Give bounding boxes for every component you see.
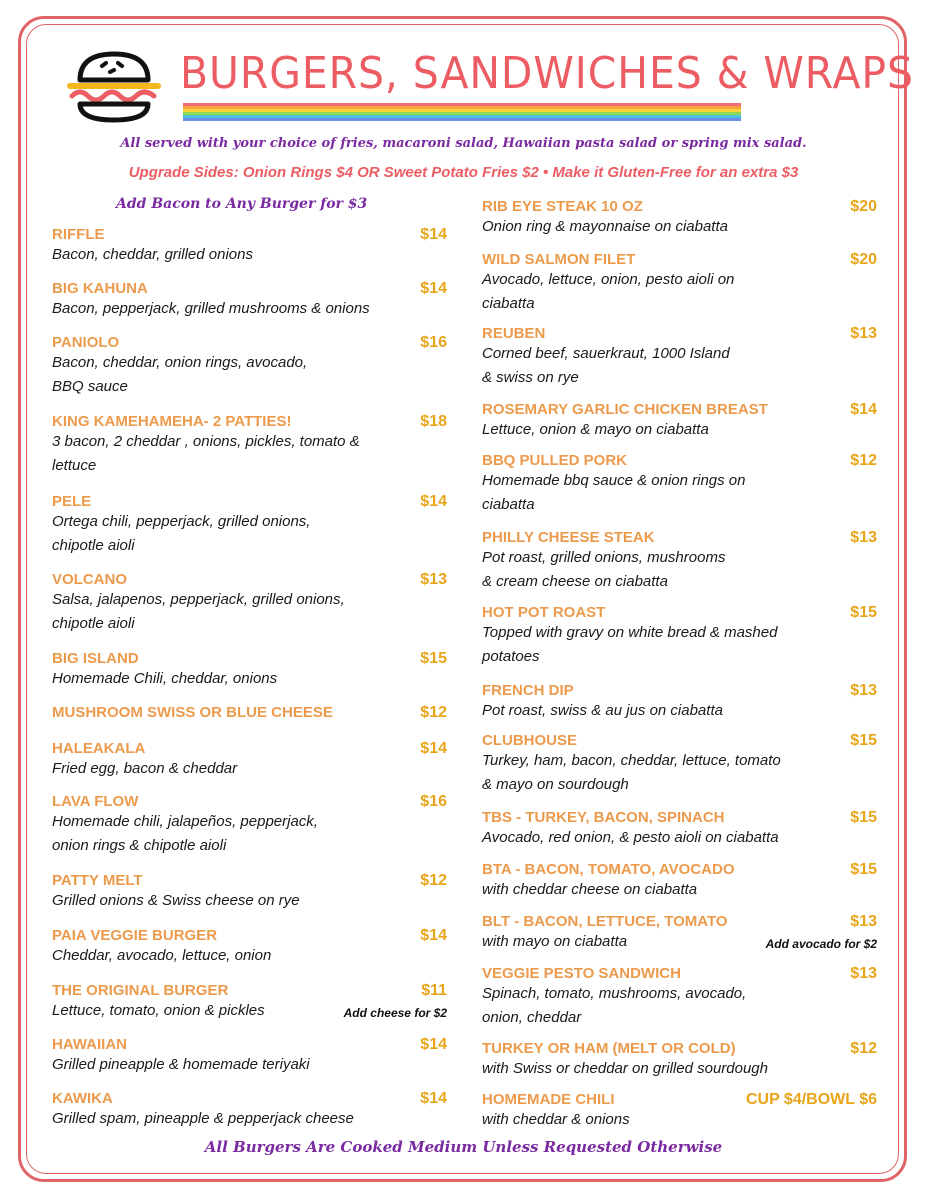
- item-price: $14: [420, 226, 447, 243]
- item-description: Salsa, jalapenos, pepperjack, grilled onions,: [52, 591, 345, 608]
- item-description: onion rings & chipotle aioli: [52, 837, 227, 854]
- item-name: BIG ISLAND: [52, 650, 139, 667]
- item-price: $12: [850, 1040, 877, 1057]
- item-name: VOLCANO: [52, 571, 127, 588]
- item-description: onion, cheddar: [482, 1009, 582, 1026]
- item-price: $14: [420, 493, 447, 510]
- item-description: Onion ring & mayonnaise on ciabatta: [482, 218, 728, 235]
- item-price: $15: [850, 732, 877, 749]
- item-price: $14: [420, 1036, 447, 1053]
- item-price: $14: [420, 927, 447, 944]
- item-price: $12: [420, 704, 447, 721]
- add-bacon-note: Add Bacon to Any Burger for $3: [116, 196, 368, 212]
- item-description: Turkey, ham, bacon, cheddar, lettuce, tomato: [482, 752, 781, 769]
- item-description: Homemade bbq sauce & onion rings on: [482, 472, 746, 489]
- item-description: Corned beef, sauerkraut, 1000 Island: [482, 345, 730, 362]
- item-description: Grilled pineapple & homemade teriyaki: [52, 1056, 310, 1073]
- item-price: $12: [850, 452, 877, 469]
- item-description: with cheddar cheese on ciabatta: [482, 881, 698, 898]
- item-name: PAIA VEGGIE BURGER: [52, 927, 218, 944]
- item-price: CUP $4/BOWL $6: [745, 1091, 877, 1108]
- item-addon-note: Add avocado for $2: [765, 937, 877, 951]
- item-description: with cheddar & onions: [482, 1111, 630, 1128]
- item-description: potatoes: [482, 648, 540, 665]
- item-name: RIFFLE: [52, 226, 105, 243]
- item-description: Ortega chili, pepperjack, grilled onions,: [52, 513, 311, 530]
- item-description: Pot roast, grilled onions, mushrooms: [482, 549, 726, 566]
- item-description: & mayo on sourdough: [482, 776, 629, 793]
- item-name: TURKEY OR HAM (MELT OR COLD): [482, 1040, 736, 1057]
- menu-item: [52, 793, 447, 858]
- item-name: KING KAMEHAMEHA- 2 PATTIES!: [52, 413, 292, 430]
- item-price: $16: [420, 793, 447, 810]
- item-description: Fried egg, bacon & cheddar: [52, 760, 238, 777]
- item-name: LAVA FLOW: [52, 793, 139, 810]
- menu-item: [482, 251, 877, 316]
- menu-item: [482, 809, 877, 850]
- item-name: PELE: [52, 493, 92, 510]
- item-price: $14: [420, 280, 447, 297]
- item-name: ROSEMARY GARLIC CHICKEN BREAST: [482, 401, 768, 418]
- item-name: HAWAIIAN: [52, 1036, 127, 1053]
- item-name: WILD SALMON FILET: [482, 251, 636, 268]
- item-description: Topped with gravy on white bread & mashed: [482, 624, 778, 641]
- item-name: HOT POT ROAST: [482, 604, 606, 621]
- item-price: $13: [850, 965, 877, 982]
- item-price: $15: [850, 604, 877, 621]
- item-price: $15: [420, 650, 447, 667]
- menu-item: [482, 198, 877, 239]
- item-price: $15: [850, 809, 877, 826]
- item-description: Lettuce, onion & mayo on ciabatta: [482, 421, 709, 438]
- item-name: BBQ PULLED PORK: [482, 452, 628, 469]
- menu-item: [52, 493, 447, 558]
- menu-item: [52, 872, 447, 913]
- item-description: lettuce: [52, 457, 97, 474]
- item-description: Bacon, pepperjack, grilled mushrooms & onions: [52, 300, 370, 317]
- item-description: Avocado, lettuce, onion, pesto aioli on: [482, 271, 735, 288]
- item-price: $18: [420, 413, 447, 430]
- item-description: Cheddar, avocado, lettuce, onion: [52, 947, 272, 964]
- item-description: Homemade chili, jalapeños, pepperjack,: [52, 813, 318, 830]
- menu-item: [482, 604, 877, 669]
- item-price: $13: [420, 571, 447, 588]
- item-description: Grilled spam, pineapple & pepperjack cheese: [52, 1110, 354, 1127]
- menu-item: [52, 1090, 447, 1131]
- menu-item: [482, 1040, 877, 1081]
- item-description: ciabatta: [482, 295, 535, 312]
- item-name: REUBEN: [482, 325, 546, 342]
- menu-item: [482, 965, 877, 1030]
- item-name: KAWIKA: [52, 1090, 113, 1107]
- item-name: HALEAKALA: [52, 740, 146, 757]
- menu-item: [482, 401, 877, 442]
- menu-item: [482, 861, 877, 902]
- item-description: BBQ sauce: [52, 378, 128, 395]
- menu-item: [52, 650, 447, 691]
- item-name: MUSHROOM SWISS OR BLUE CHEESE: [52, 704, 333, 721]
- menu-item: [482, 732, 877, 797]
- item-description: Pot roast, swiss & au jus on ciabatta: [482, 702, 723, 719]
- item-name: HOMEMADE CHILI: [482, 1091, 615, 1108]
- item-description: with Swiss or cheddar on grilled sourdough: [482, 1060, 768, 1077]
- rainbow-underline: [183, 103, 741, 121]
- item-price: $20: [850, 198, 877, 215]
- item-name: PATTY MELT: [52, 872, 143, 889]
- item-description: & swiss on rye: [482, 369, 579, 386]
- item-price: $15: [850, 861, 877, 878]
- menu-item: [52, 571, 447, 636]
- item-description: chipotle aioli: [52, 615, 135, 632]
- item-name: FRENCH DIP: [482, 682, 574, 699]
- item-price: $14: [420, 1090, 447, 1107]
- upgrade-sides-note: Upgrade Sides: Onion Rings $4 OR Sweet Potato Fries $2 • Make it Gluten-Free for an extra $3: [128, 164, 799, 181]
- item-name: TBS - TURKEY, BACON, SPINACH: [482, 809, 725, 826]
- menu-item: [52, 740, 447, 781]
- item-name: CLUBHOUSE: [482, 732, 578, 749]
- item-name: PHILLY CHEESE STEAK: [482, 529, 655, 546]
- menu-item: [482, 1091, 877, 1132]
- menu-item: [52, 982, 447, 1023]
- menu-item: [482, 325, 877, 390]
- item-description: Bacon, cheddar, grilled onions: [52, 246, 253, 263]
- burger-icon: [66, 46, 162, 128]
- item-price: $11: [421, 982, 447, 999]
- item-description: Avocado, red onion, & pesto aioli on ciabatta: [482, 829, 779, 846]
- menu-item: [482, 529, 877, 594]
- menu-item: [52, 334, 447, 399]
- item-price: $13: [850, 682, 877, 699]
- menu-item: [52, 927, 447, 968]
- item-price: $13: [850, 913, 877, 930]
- menu-item: [482, 452, 877, 517]
- menu-item: [482, 682, 877, 723]
- item-name: BTA - BACON, TOMATO, AVOCADO: [482, 861, 735, 878]
- item-price: $16: [420, 334, 447, 351]
- item-description: & cream cheese on ciabatta: [482, 573, 668, 590]
- menu-item: [52, 1036, 447, 1077]
- item-name: VEGGIE PESTO SANDWICH: [482, 965, 681, 982]
- item-description: chipotle aioli: [52, 537, 135, 554]
- item-description: Bacon, cheddar, onion rings, avocado,: [52, 354, 308, 371]
- item-description: Grilled onions & Swiss cheese on rye: [52, 892, 300, 909]
- item-price: $13: [850, 529, 877, 546]
- menu-item: [52, 413, 447, 478]
- served-with-note: All served with your choice of fries, macaroni salad, Hawaiian pasta salad or spring mix salad.: [120, 136, 807, 151]
- item-price: $20: [850, 251, 877, 268]
- item-price: $14: [420, 740, 447, 757]
- menu-item: [52, 226, 447, 267]
- item-description: ciabatta: [482, 496, 535, 513]
- item-name: PANIOLO: [52, 334, 120, 351]
- item-description: Spinach, tomato, mushrooms, avocado,: [482, 985, 747, 1002]
- item-description: Lettuce, tomato, onion & pickles: [52, 1002, 265, 1019]
- item-description: Homemade Chili, cheddar, onions: [52, 670, 278, 687]
- menu-item: [482, 913, 877, 954]
- item-name: THE ORIGINAL BURGER: [52, 982, 229, 999]
- item-price: $13: [850, 325, 877, 342]
- item-price: $14: [850, 401, 877, 418]
- item-addon-note: Add cheese for $2: [343, 1006, 447, 1020]
- item-name: BLT - BACON, LETTUCE, TOMATO: [482, 913, 728, 930]
- page-title: BURGERS, SANDWICHES & WRAPS: [180, 48, 914, 99]
- item-description: with mayo on ciabatta: [482, 933, 628, 950]
- footer-note: All Burgers Are Cooked Medium Unless Requested Otherwise: [204, 1138, 723, 1156]
- item-description: 3 bacon, 2 cheddar , onions, pickles, tomato &: [52, 433, 360, 450]
- item-name: RIB EYE STEAK 10 OZ: [482, 198, 643, 215]
- menu-item: [52, 704, 447, 721]
- menu-item: [52, 280, 447, 321]
- item-price: $12: [420, 872, 447, 889]
- item-name: BIG KAHUNA: [52, 280, 148, 297]
